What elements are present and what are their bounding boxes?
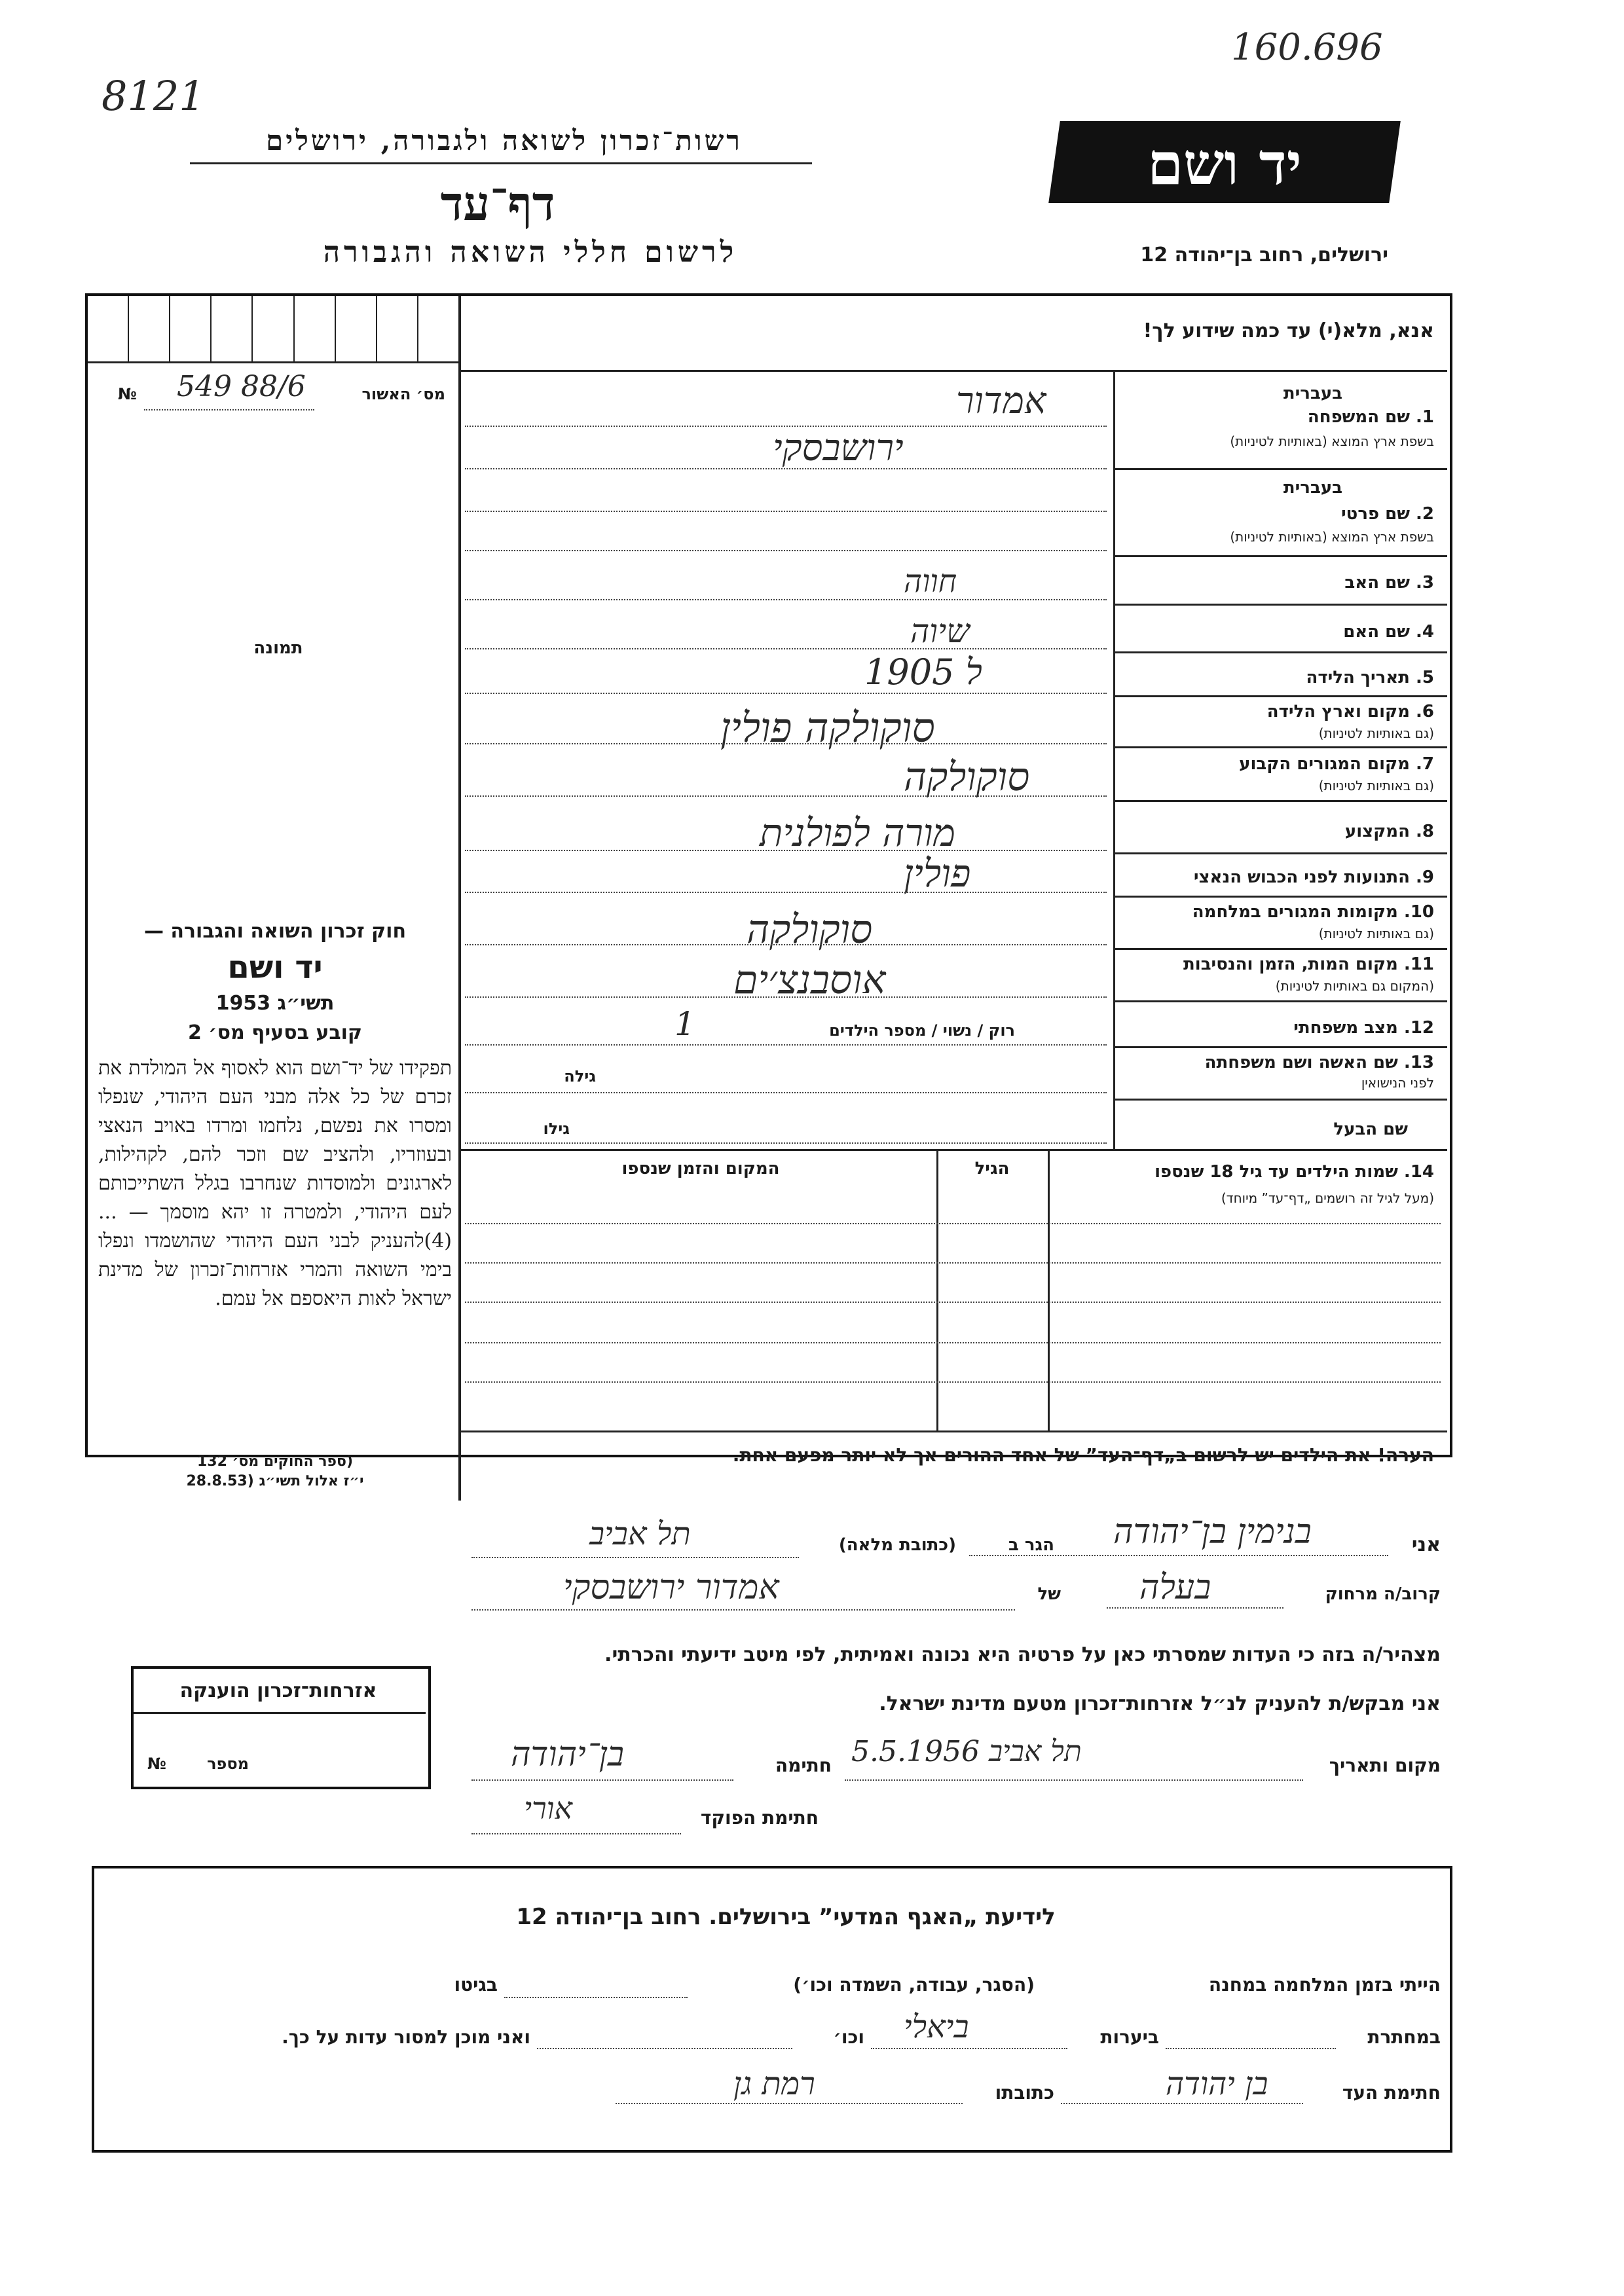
decl-signature-line [471,1779,733,1781]
photo-label: תמונה [253,638,303,658]
footer-line2-c: וכו׳ [833,2026,864,2048]
footer-line3-b: כתובתו [995,2082,1054,2104]
decl-statement: מצהיר/ה בזה כי העדות שמסרתי כאן על פרטיה היא נכונה ואמיתית, לפי מיטב ידיעתי והכרתי. [604,1643,1441,1666]
law-body: תפקידו של יד־ושם הוא לאסוף אל המולדת את זכרם של כל אלה מבני העם היהודי, שנפלו ומסרו את נפשם, נלחמו ומרדו באויב הנאצי ובעוזריו, ולהציב שם וזכר להם, לקהילות, לארגונים ולמוסדות שנחרבו בגלל השתייכותם לעם היהודי, ולמטרה זו יהא מוסמך — ...(4)להעניק לבני העם היהודי שהושמדו ונפלו בימי השואה והמרי אזרחות־זכרון של מדינת ישראל לאות היאספם אל עמם. [98,1057,452,1310]
citizenship-title: אזרחות־זכרון הוענקה [179,1679,377,1702]
footer-title: לידיעת „האגף המדעי” בירושלים. רחוב בן־יהודה 12 [516,1904,1056,1930]
field-1-sub: בשפת ארץ המוצא (באותיות לטיניות) [1230,433,1434,449]
field-7-value[interactable]: סוקולקה [904,754,1030,800]
field-11-sub: (המקום גם באותיות לטיניות) [1275,978,1434,994]
children-row-1 [465,1223,1441,1224]
law-ref-1: (ספר החוקים מס׳ 132 [196,1453,354,1470]
field-5-label: 5. תאריך הלידה [1306,668,1434,687]
intro-text: אנא, מלא(י) עד כמה שידוע לך! [1143,319,1434,342]
row-13-separator [1113,1099,1447,1101]
row-7-separator [1113,800,1447,802]
logo-text: יד ושם [1147,130,1302,198]
decl-place-date-value[interactable]: תל אביב 5.5.1956 [851,1735,1082,1768]
form-title: דף־עד [440,175,555,231]
row-9-separator [1113,896,1447,898]
field-7-line [465,795,1107,797]
field-9-value[interactable]: פולין [904,851,971,896]
children-col-divider-1 [936,1149,938,1430]
law-ref-2: י״ז אלול תשי״ג (28.8.53 [186,1473,364,1489]
field-8-line [465,850,1107,851]
field-2-line-a [465,511,1107,512]
field-10-line [465,944,1107,945]
field-2-sub: בשפת ארץ המוצא (באותיות לטיניות) [1230,529,1434,545]
footer-line2-d: ואני מוכן למסור עדות על כך. [282,2026,530,2048]
children-row-4 [465,1342,1441,1343]
decl-officer-value[interactable]: אורי [524,1791,573,1826]
decl-place-date-label: מקום ותאריך [1329,1755,1441,1776]
husband-age-label: גילו [543,1120,570,1138]
decl-name-value[interactable]: בנימין בן־יהודה [1113,1512,1312,1552]
citizenship-number-label: מספר [207,1755,249,1773]
decl-request: אני מבקש/ת להעניק לנ״ל אזרחות־זכרון מטעם מדינת ישראל. [879,1692,1441,1715]
field-8-label: 8. המקצוע [1344,822,1434,841]
husband-line [465,1142,1107,1144]
decl-place-date-line [845,1779,1303,1781]
footer-line2-dots-c [537,2048,792,2049]
decl-of-line [471,1609,1015,1611]
row-11-separator [1113,1000,1447,1002]
field-12-line [465,1044,1107,1046]
footer-line3-value[interactable]: בן יהודה [1166,2066,1268,2102]
footer-line1-b: (הסגר, עבודה, השמדה וכו׳) [793,1974,1035,1995]
note-text: הערה! את הילדים יש לרשום ב„דף־העד” של אחד ההורים אך לא יותר מפעם אחת. [732,1444,1434,1466]
citizenship-number-symbol: № [147,1755,166,1773]
authority-name: רשות־זכרון לשואה ולגבורה, ירושלים [266,124,743,156]
row-8-separator [1113,852,1447,854]
field-1-text: שם המשפחה [1307,407,1410,427]
decl-name-line [969,1555,1388,1556]
field-4-label: 4. שם האם [1343,622,1434,642]
children-age-header: הגיל [974,1159,1010,1178]
family-status-options: רוק / נשוי / מספר הילדים [829,1021,1015,1040]
footer-line1-a: הייתי בזמן המלחמה במחנה [1208,1974,1441,1995]
footer-line1-c: בגיטו [454,1974,498,1995]
citizenship-divider [134,1712,426,1714]
decl-officer-line [471,1833,681,1834]
field-8-value[interactable]: מורה לפולנית [760,811,956,855]
field-11-value[interactable]: אוסבנצ׳ים [733,957,886,1003]
decl-of-value[interactable]: אמדור ירושבסקי [563,1568,779,1607]
intro-separator [458,370,1447,372]
decl-resident-label: הגר ב [1008,1535,1054,1555]
row-6-separator [1113,746,1447,748]
decl-relation-line [1107,1607,1283,1609]
decl-relative-label: קרוב/ה מרחוק [1325,1584,1441,1604]
law-title: חוק זכרון השואה והגבורה — [143,920,407,943]
field-2-heb: בעברית [1283,478,1342,498]
decl-signature-value[interactable]: בן־יהודה [511,1735,624,1774]
row-2-separator [1113,555,1447,557]
field-11-label: 11. מקום המות, הזמן והנסיבות [1183,955,1434,974]
approval-label: מס׳ האשור [361,385,445,403]
field-2-label [1126,504,1434,524]
row-1-separator [1113,468,1447,470]
decl-signature-label: חתימה [775,1755,832,1776]
field-13-sub: לפני הנישואין [1361,1075,1434,1091]
children-place-header: המקום והזמן שנספו [621,1159,780,1178]
field-3-label: 3. שם האב [1344,573,1434,592]
file-number: 8121 [101,72,205,120]
footer-line2-value[interactable]: ביאלי [904,2009,969,2045]
footer-line2-b: ביערות [1100,2026,1159,2048]
law-year: תשי״ג 1953 [215,992,335,1015]
field-6-sub: (גם באותיות לטיניות) [1318,725,1434,741]
decl-address-label: (כתובת מלאה) [838,1535,956,1555]
decl-relation-value[interactable]: בעלה [1139,1568,1211,1607]
children-table-bottom [458,1430,1447,1432]
decl-of-label: של [1037,1584,1061,1604]
left-column-divider [458,296,461,1501]
approval-line [144,409,314,410]
children-col-divider-2 [1048,1149,1050,1430]
field-5-value[interactable]: 1905 ל [864,651,982,693]
label-column-divider [1113,372,1115,1151]
field-4-value[interactable]: שיוה [910,612,970,650]
field-13-label: 13. שם האשה ושם משפחתה [1204,1053,1434,1072]
field-10-sub: (גם באותיות לטיניות) [1318,926,1434,941]
field-1-num: 1. [1416,407,1434,427]
field-2-line-b [465,550,1107,551]
footer-line3-dots-a [1061,2103,1303,2104]
decl-ani: אני [1411,1533,1441,1556]
field-7-sub: (גם באותיות לטיניות) [1318,778,1434,793]
children-row-5 [465,1381,1441,1383]
field-1-heb: בעברית [1283,384,1342,403]
children-label: 14. שמות הילדים עד גיל 18 שנספו [1154,1162,1434,1182]
children-row-2 [465,1262,1441,1264]
field-9-line [465,892,1107,893]
law-clause: קובע בסעיף מס׳ 2 [187,1021,363,1044]
footer-line3-a: חתימת העד [1342,2082,1441,2104]
field-1-value-2[interactable]: ירושבסקי [773,427,904,469]
approval-digit-boxes [88,296,458,363]
footer-line1-dots [504,1997,688,1998]
field-3-line [465,599,1107,600]
address: ירושלים, רחוב בן־יהודה 12 [1140,244,1388,266]
footer-line3-dots-b [616,2103,963,2104]
row-5-separator [1113,695,1447,697]
husband-label: שם הבעל [1333,1120,1408,1139]
wife-age-label: גילה [564,1067,596,1085]
law-name: יד ושם [227,949,323,986]
field-2-num: 2. [1416,504,1434,524]
decl-address-value[interactable]: תל אביב [589,1516,691,1552]
field-5-line [465,693,1107,694]
footer-line2-dots-b [871,2048,1067,2049]
row-10-separator [1113,948,1447,950]
authority-underline [190,162,812,164]
decl-officer-label: חתימת הפוקד [700,1807,819,1829]
field-4-line [465,648,1107,649]
footer-line2-a: במחתרת [1367,2026,1441,2048]
field-6-label: 6. מקום וארץ הלידה [1266,702,1434,721]
field-11-line [465,996,1107,998]
field-9-label: 9. התנועות לפני הכבוש הנאצי [1193,867,1434,887]
field-6-line [465,743,1107,744]
field-6-value[interactable]: סוקולקה פולין [720,704,935,752]
field-2-text: שם פרטי [1341,504,1410,524]
footer-line2-dots-a [1166,2048,1336,2049]
children-sub: (מעל לגיל זה רושמים „דף־עד” מיוחד) [1221,1190,1434,1206]
archive-number: 160.696 [1231,26,1383,69]
children-table-top [458,1149,1447,1151]
approval-number-value[interactable]: 549 88/6 [177,370,306,403]
approval-symbol: № [118,385,137,403]
row-4-separator [1113,651,1447,653]
children-count-value[interactable]: 1 [674,1005,695,1043]
row-12-separator [1113,1046,1447,1048]
row-3-separator [1113,604,1447,606]
form-subtitle: לרשום חללי השואה והגבורה [323,236,738,269]
children-row-3 [465,1302,1441,1303]
field-12-label: 12. מצב משפחתי [1293,1018,1434,1038]
field-1-label [1126,407,1434,427]
field-10-value[interactable]: סוקולקה [747,907,873,953]
field-13-line [465,1092,1107,1093]
footer-line3-value2[interactable]: רמת גן [733,2066,815,2102]
field-1-value[interactable]: אמדור [956,380,1046,422]
field-10-label: 10. מקומות המגורים במלחמה [1192,902,1434,922]
decl-address-line [471,1557,799,1558]
field-7-label: 7. מקום המגורים הקבוע [1239,754,1434,774]
field-3-value[interactable]: חווה [904,563,957,600]
